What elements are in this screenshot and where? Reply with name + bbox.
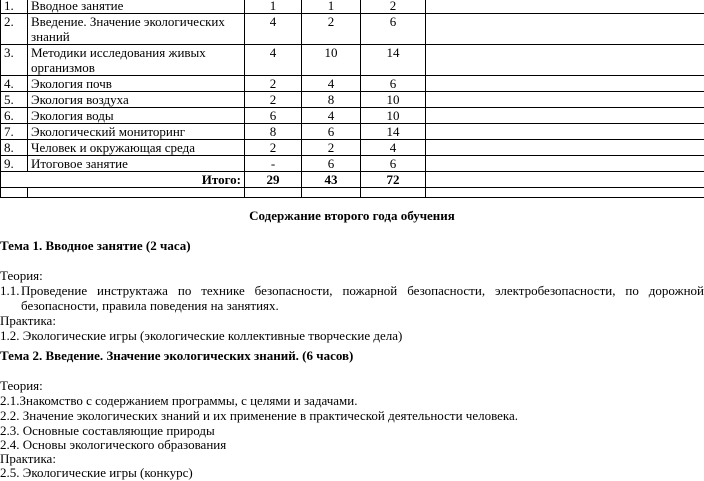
blank-cell: [426, 92, 704, 108]
table-row: [1, 92, 704, 108]
blank-cell: [426, 0, 704, 14]
row-number: 1.: [1, 0, 28, 14]
topic-name: Вводное занятие: [28, 0, 245, 14]
table-row: [1, 0, 704, 14]
theory-hours: 4: [245, 45, 302, 76]
topic2-practice-label: Практика:: [0, 451, 56, 467]
row-number: 5.: [1, 92, 28, 108]
practice-hours: 4: [302, 108, 361, 124]
total-hours: 10: [361, 108, 426, 124]
topic-name: Введение. Значение экологических знаний: [28, 14, 245, 45]
blank-cell: [426, 76, 704, 92]
practice-hours: 8: [302, 92, 361, 108]
blank-cell: [426, 45, 704, 76]
total-row: [1, 172, 704, 188]
table-row: [1, 124, 704, 140]
empty-row: [1, 188, 704, 198]
topic2-theory-label: Теория:: [0, 378, 43, 394]
topic1-item-1-1: [21, 283, 704, 313]
practice-hours: 2: [302, 14, 361, 45]
blank-cell: [426, 14, 704, 45]
total-hours: 6: [361, 156, 426, 172]
total-hours: 14: [361, 124, 426, 140]
table-row: [1, 14, 704, 45]
topic1-heading: Тема 1. Вводное занятие (2 часа): [0, 238, 191, 254]
table-row: [1, 156, 704, 172]
practice-hours: 10: [302, 45, 361, 76]
row-number: 6.: [1, 108, 28, 124]
table-row: [1, 108, 704, 124]
topic-name: Экология воздуха: [28, 92, 245, 108]
row-number: 4.: [1, 76, 28, 92]
theory-hours: -: [245, 156, 302, 172]
topic1-practice-label: Практика:: [0, 313, 56, 329]
topic1-theory-label: Теория:: [0, 268, 43, 284]
topic-name: Методики исследования живых организмов: [28, 45, 245, 76]
topic2-heading: Тема 2. Введение. Значение экологических знаний. (6 часов): [0, 348, 353, 364]
total-hours: 14: [361, 45, 426, 76]
total-hours: 2: [361, 0, 426, 14]
total-hours: 6: [361, 76, 426, 92]
row-number: 9.: [1, 156, 28, 172]
topic-name: Человек и окружающая среда: [28, 140, 245, 156]
total-theory: 29: [245, 172, 302, 188]
theory-hours: 2: [245, 92, 302, 108]
practice-hours: 4: [302, 76, 361, 92]
topic2-item: 2.3. Основные составляющие природы: [0, 423, 215, 439]
practice-hours: 2: [302, 140, 361, 156]
theory-hours: 2: [245, 140, 302, 156]
theory-hours: 4: [245, 14, 302, 45]
topic-name: Экологический мониторинг: [28, 124, 245, 140]
total-hours: 6: [361, 14, 426, 45]
practice-hours: 1: [302, 0, 361, 14]
topic-name: Экология почв: [28, 76, 245, 92]
item-number: 1.1.: [0, 283, 20, 298]
section-title: Содержание второго года обучения: [0, 208, 704, 224]
theory-hours: 1: [245, 0, 302, 14]
blank-cell: [426, 172, 704, 188]
topic2-item: 2.2. Значение экологических знаний и их применение в практической деятельности человека.: [0, 408, 518, 424]
total-all: 72: [361, 172, 426, 188]
practice-hours: 6: [302, 124, 361, 140]
table-row: [1, 140, 704, 156]
topic2-item: 2.1.Знакомство с содержанием программы, с целями и задачами.: [0, 393, 357, 409]
total-hours: 10: [361, 92, 426, 108]
row-number: 3.: [1, 45, 28, 76]
item-text: Проведение инструктажа по технике безопасности, пожарной безопасности, электробезопасности, по дорожной безопасности, правила поведения на занятиях.: [21, 283, 704, 313]
curriculum-table: [0, 0, 704, 198]
blank-cell: [426, 124, 704, 140]
row-number: 7.: [1, 124, 28, 140]
total-hours: 4: [361, 140, 426, 156]
practice-hours: 6: [302, 156, 361, 172]
total-label: Итого:: [1, 172, 245, 188]
theory-hours: 8: [245, 124, 302, 140]
topic-name: Экология воды: [28, 108, 245, 124]
table-row: [1, 76, 704, 92]
table-row: [1, 45, 704, 76]
theory-hours: 6: [245, 108, 302, 124]
row-number: 8.: [1, 140, 28, 156]
blank-cell: [426, 140, 704, 156]
blank-cell: [426, 156, 704, 172]
topic1-item-1-2: 1.2. Экологические игры (экологические коллективные творческие дела): [0, 328, 402, 344]
total-practice: 43: [302, 172, 361, 188]
topic2-item-2-5: 2.5. Экологические игры (конкурс): [0, 465, 193, 481]
row-number: 2.: [1, 14, 28, 45]
blank-cell: [426, 108, 704, 124]
topic2-item: 2.4. Основы экологического образования: [0, 437, 226, 453]
topic-name: Итоговое занятие: [28, 156, 245, 172]
theory-hours: 2: [245, 76, 302, 92]
